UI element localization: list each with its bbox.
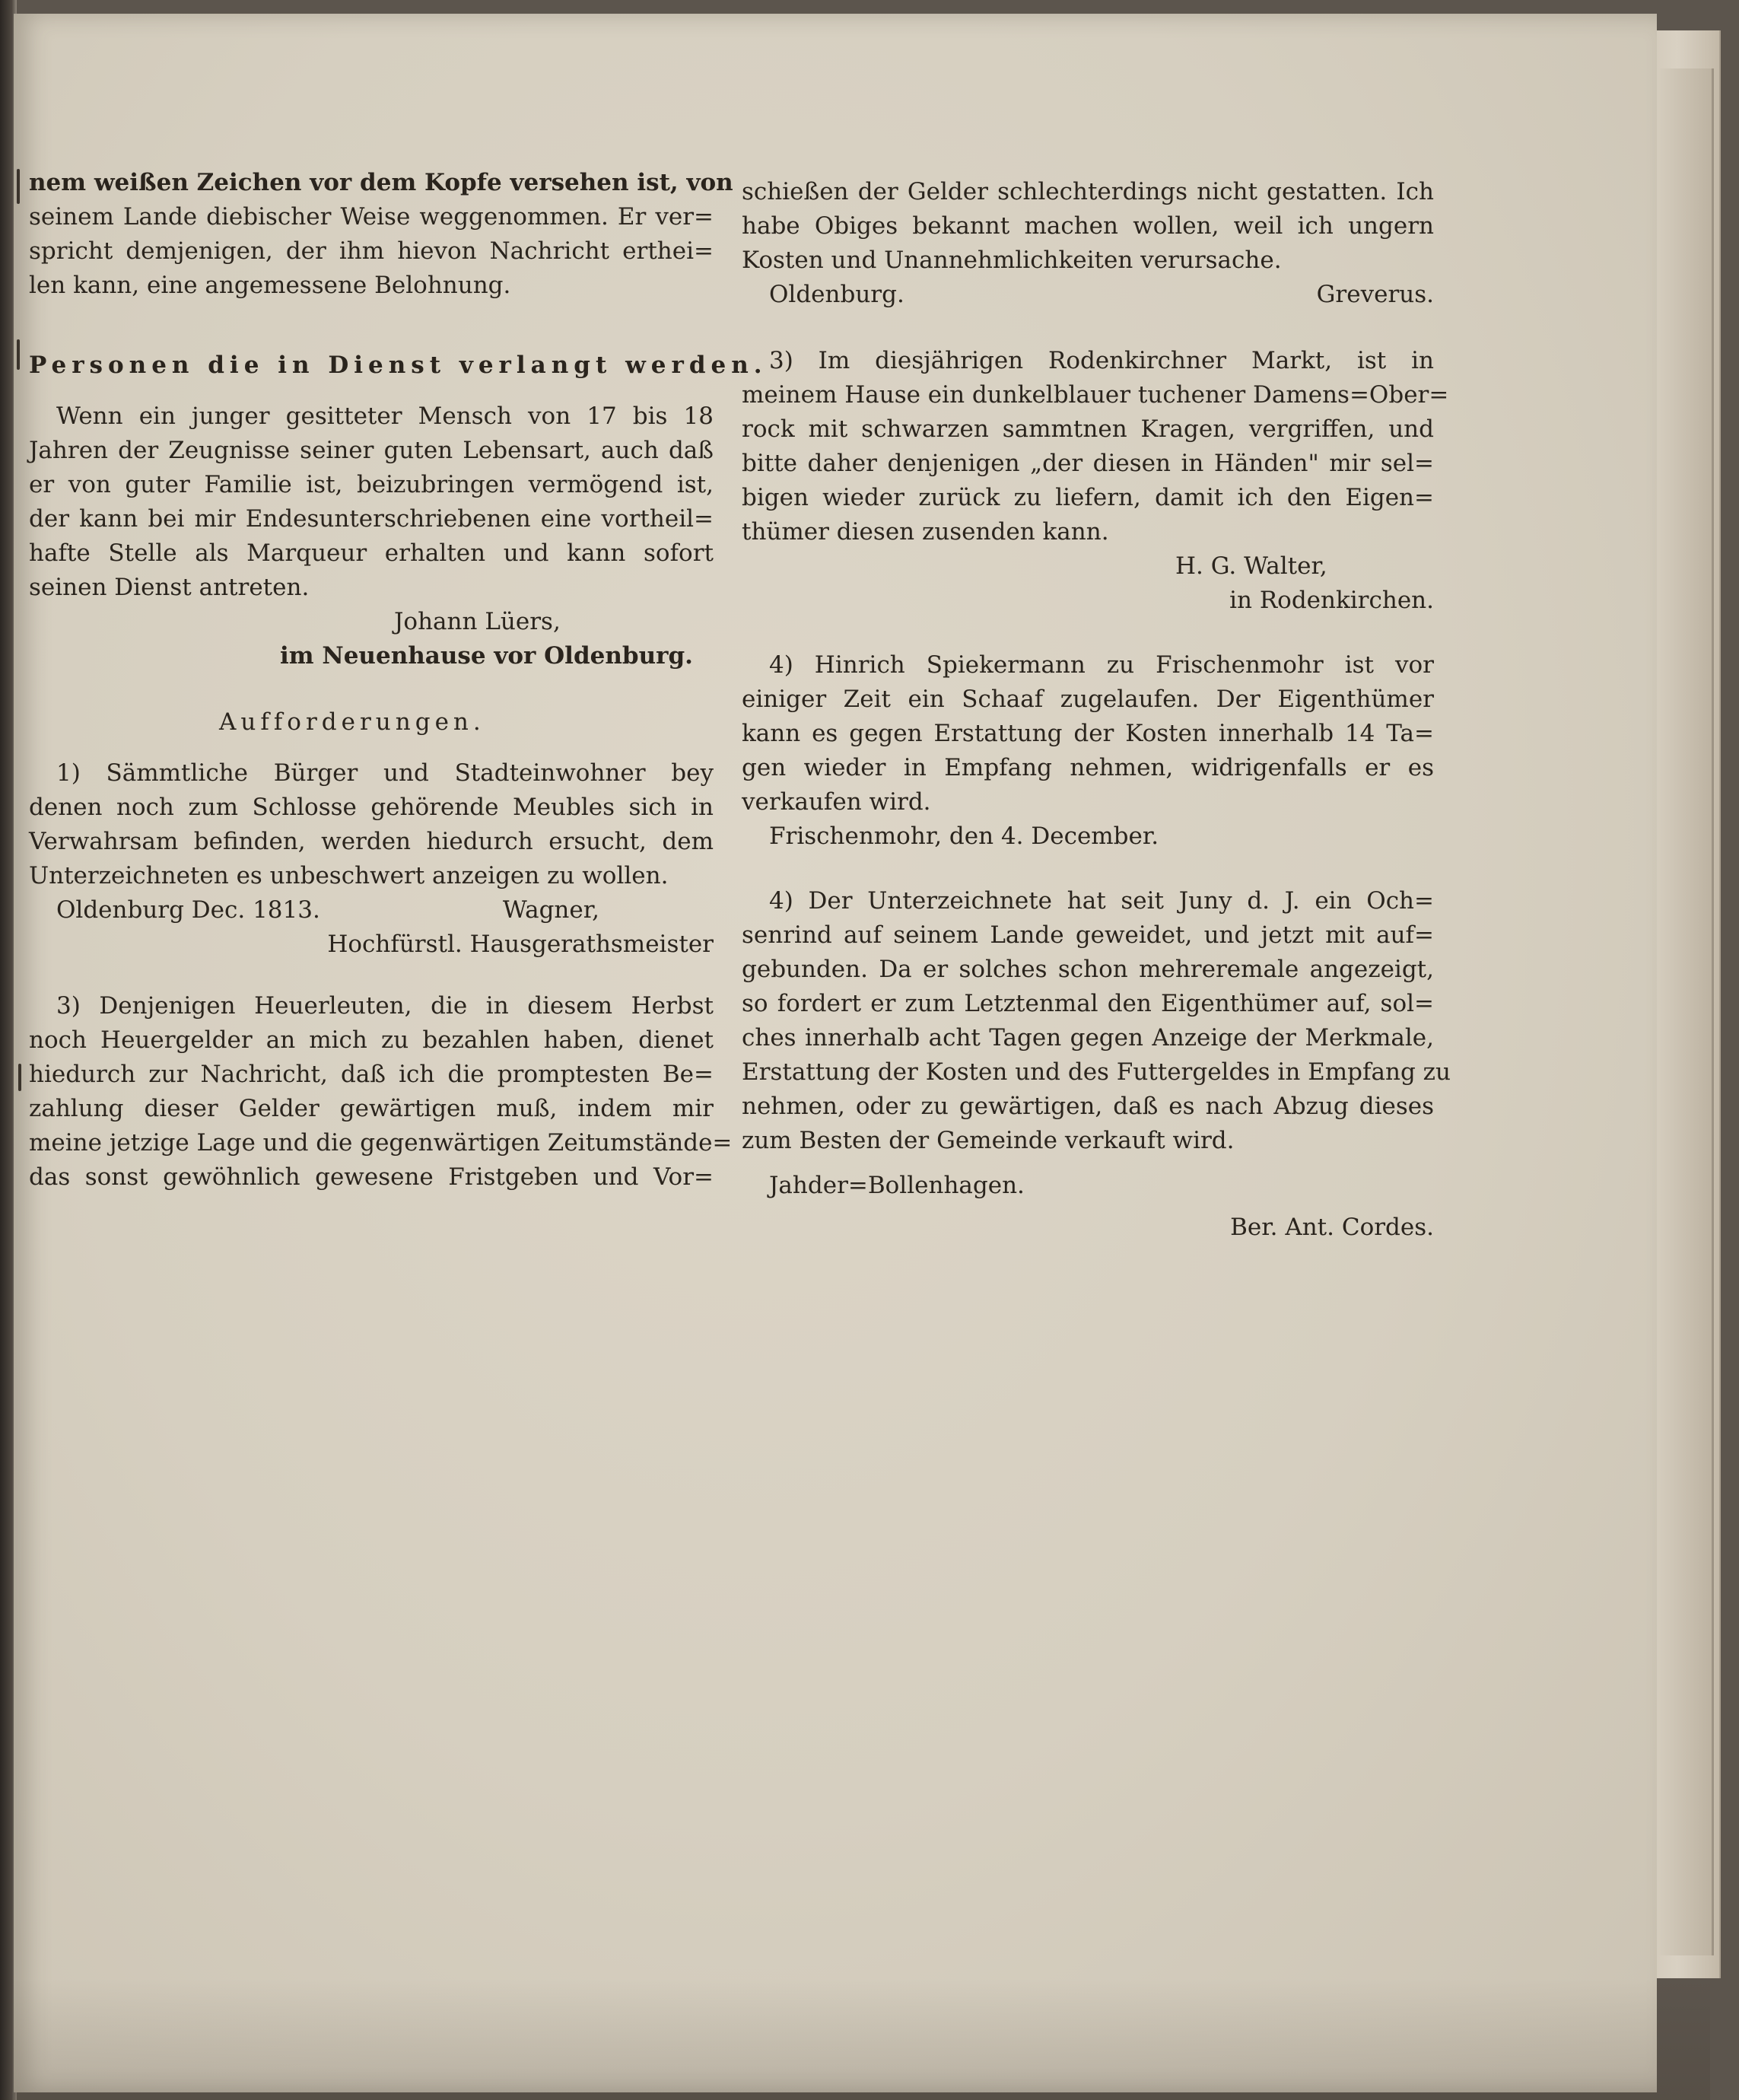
text-line: zahlung dieser Gelder gewärtigen muß, indem mir — [29, 1095, 714, 1122]
text-line: 3) Im diesjährigen Rodenkirchner Markt, ist in — [769, 347, 1434, 374]
text-line: bitte daher denjenigen „der diesen in Händen" mir sel= — [742, 450, 1434, 477]
text-line: noch Heuergelder an mich zu bezahlen haben, dienet — [29, 1026, 714, 1054]
opening-paragraph — [29, 166, 733, 303]
signature-place: in Rodenkirchen. — [1229, 587, 1434, 614]
text-line: einiger Zeit ein Schaaf zugelaufen. Der Eigenthümer — [742, 686, 1434, 713]
margin-mark — [17, 339, 20, 370]
margin-mark — [17, 169, 20, 204]
text-line: 1) Sämmtliche Bürger und Stadteinwohner bey — [56, 759, 714, 787]
section-heading-service: Personen die in Dienst verlangt werden. — [29, 352, 768, 379]
text-line: nem weißen Zeichen vor dem Kopfe versehen ist, von — [29, 169, 733, 196]
text-line: zum Besten der Gemeinde verkauft wird. — [742, 1127, 1235, 1154]
request-1-place: Oldenburg Dec. 1813. — [56, 896, 320, 924]
continuation-paragraph — [742, 175, 1434, 312]
text-line: hafte Stelle als Marqueur erhalten und kann sofort — [29, 539, 714, 567]
notice-4a-paragraph — [742, 648, 1434, 854]
notice-4a-place: Frischenmohr, den 4. December. — [769, 822, 1159, 850]
page-shadow — [14, 1978, 1710, 2100]
notice-4b-name: Ber. Ant. Cordes. — [1230, 1214, 1434, 1241]
text-line: bigen wieder zurück zu liefern, damit ich den Eigen= — [742, 484, 1434, 511]
signature-place: im Neuenhause vor Oldenburg. — [280, 642, 693, 670]
request-1-paragraph — [29, 756, 714, 962]
service-paragraph — [29, 399, 714, 673]
margin-mark — [18, 1064, 21, 1091]
text-line: senrind auf seinem Lande geweidet, und jetzt mit auf= — [742, 921, 1434, 949]
request-1-name: Wagner, — [502, 896, 599, 924]
text-line: seinen Dienst antreten. — [29, 574, 310, 601]
text-line: habe Obiges bekannt machen wollen, weil ich ungern — [742, 212, 1434, 240]
text-line: 4) Der Unterzeichnete hat seit Juny d. J. ein Och= — [769, 887, 1434, 915]
text-line: Kosten und Unannehmlichkeiten verursache. — [742, 247, 1282, 274]
text-line: 4) Hinrich Spiekermann zu Frischenmohr ist vor — [769, 651, 1434, 679]
text-line: nehmen, oder zu gewärtigen, daß es nach Abzug dieses — [742, 1093, 1434, 1120]
text-line: gen wieder in Empfang nehmen, widrigenfalls er es — [742, 754, 1434, 781]
text-line: kann es gegen Erstattung der Kosten innerhalb 14 Ta= — [742, 720, 1434, 747]
text-line: Verwahrsam befinden, werden hiedurch ersucht, dem — [29, 828, 714, 855]
text-line: len kann, eine angemessene Belohnung. — [29, 272, 511, 299]
text-line: 3) Denjenigen Heuerleuten, die in diesem Herbst — [56, 992, 714, 1020]
text-line: Erstattung der Kosten und des Futtergeldes in Empfang zu — [742, 1058, 1451, 1086]
continuation-place: Oldenburg. — [769, 281, 904, 308]
section-heading-requests: Aufforderungen. — [219, 708, 485, 736]
text-line: Jahren der Zeugnisse seiner guten Lebensart, auch daß — [29, 437, 714, 464]
text-line: gebunden. Da er solches schon mehreremale angezeigt, — [742, 956, 1434, 983]
left-column — [29, 166, 768, 1195]
text-line: thümer diesen zusenden kann. — [742, 518, 1109, 546]
signature-name: H. G. Walter, — [1175, 552, 1327, 580]
text-line: hiedurch zur Nachricht, daß ich die promptesten Be= — [29, 1061, 714, 1088]
text-line: der kann bei mir Endesunterschriebenen eine vortheil= — [29, 505, 714, 533]
text-line: Unterzeichneten es unbeschwert anzeigen zu wollen. — [29, 862, 669, 889]
request-3-paragraph — [29, 989, 733, 1195]
request-1-title: Hochfürstl. Hausgerathsmeister — [327, 931, 714, 958]
notice-4b-place: Jahder=Bollenhagen. — [769, 1172, 1025, 1199]
signature-name: Johann Lüers, — [394, 608, 561, 635]
text-line: meine jetzige Lage und die gegenwärtigen Zeitumstände= — [29, 1129, 733, 1157]
page-edge-stack-inner — [1658, 68, 1714, 1955]
text-line: denen noch zum Schlosse gehörende Meubles sich in — [29, 794, 714, 821]
text-line: er von guter Familie ist, beizubringen vermögend ist, — [29, 471, 714, 498]
notice-3-paragraph — [742, 344, 1449, 618]
notice-4b-paragraph — [742, 884, 1451, 1245]
continuation-name: Greverus. — [1316, 281, 1434, 308]
text-line: seinem Lande diebischer Weise weggenommen. Er ver= — [29, 203, 714, 231]
text-line: das sonst gewöhnlich gewesene Fristgeben und Vor= — [29, 1163, 714, 1191]
text-line: spricht demjenigen, der ihm hievon Nachricht erthei= — [29, 237, 714, 265]
text-line: Wenn ein junger gesitteter Mensch von 17 bis 18 — [56, 402, 714, 430]
text-line: verkaufen wird. — [742, 788, 931, 816]
text-line: rock mit schwarzen sammtnen Kragen, vergriffen, und — [742, 415, 1434, 443]
text-line: schießen der Gelder schlechterdings nicht gestatten. Ich — [742, 178, 1434, 205]
text-line: so fordert er zum Letztenmal den Eigenthümer auf, sol= — [742, 990, 1434, 1017]
text-line: meinem Hause ein dunkelblauer tuchener Damens=Ober= — [742, 381, 1449, 409]
text-line: ches innerhalb acht Tagen gegen Anzeige der Merkmale, — [742, 1024, 1434, 1052]
right-column — [742, 175, 1451, 1245]
